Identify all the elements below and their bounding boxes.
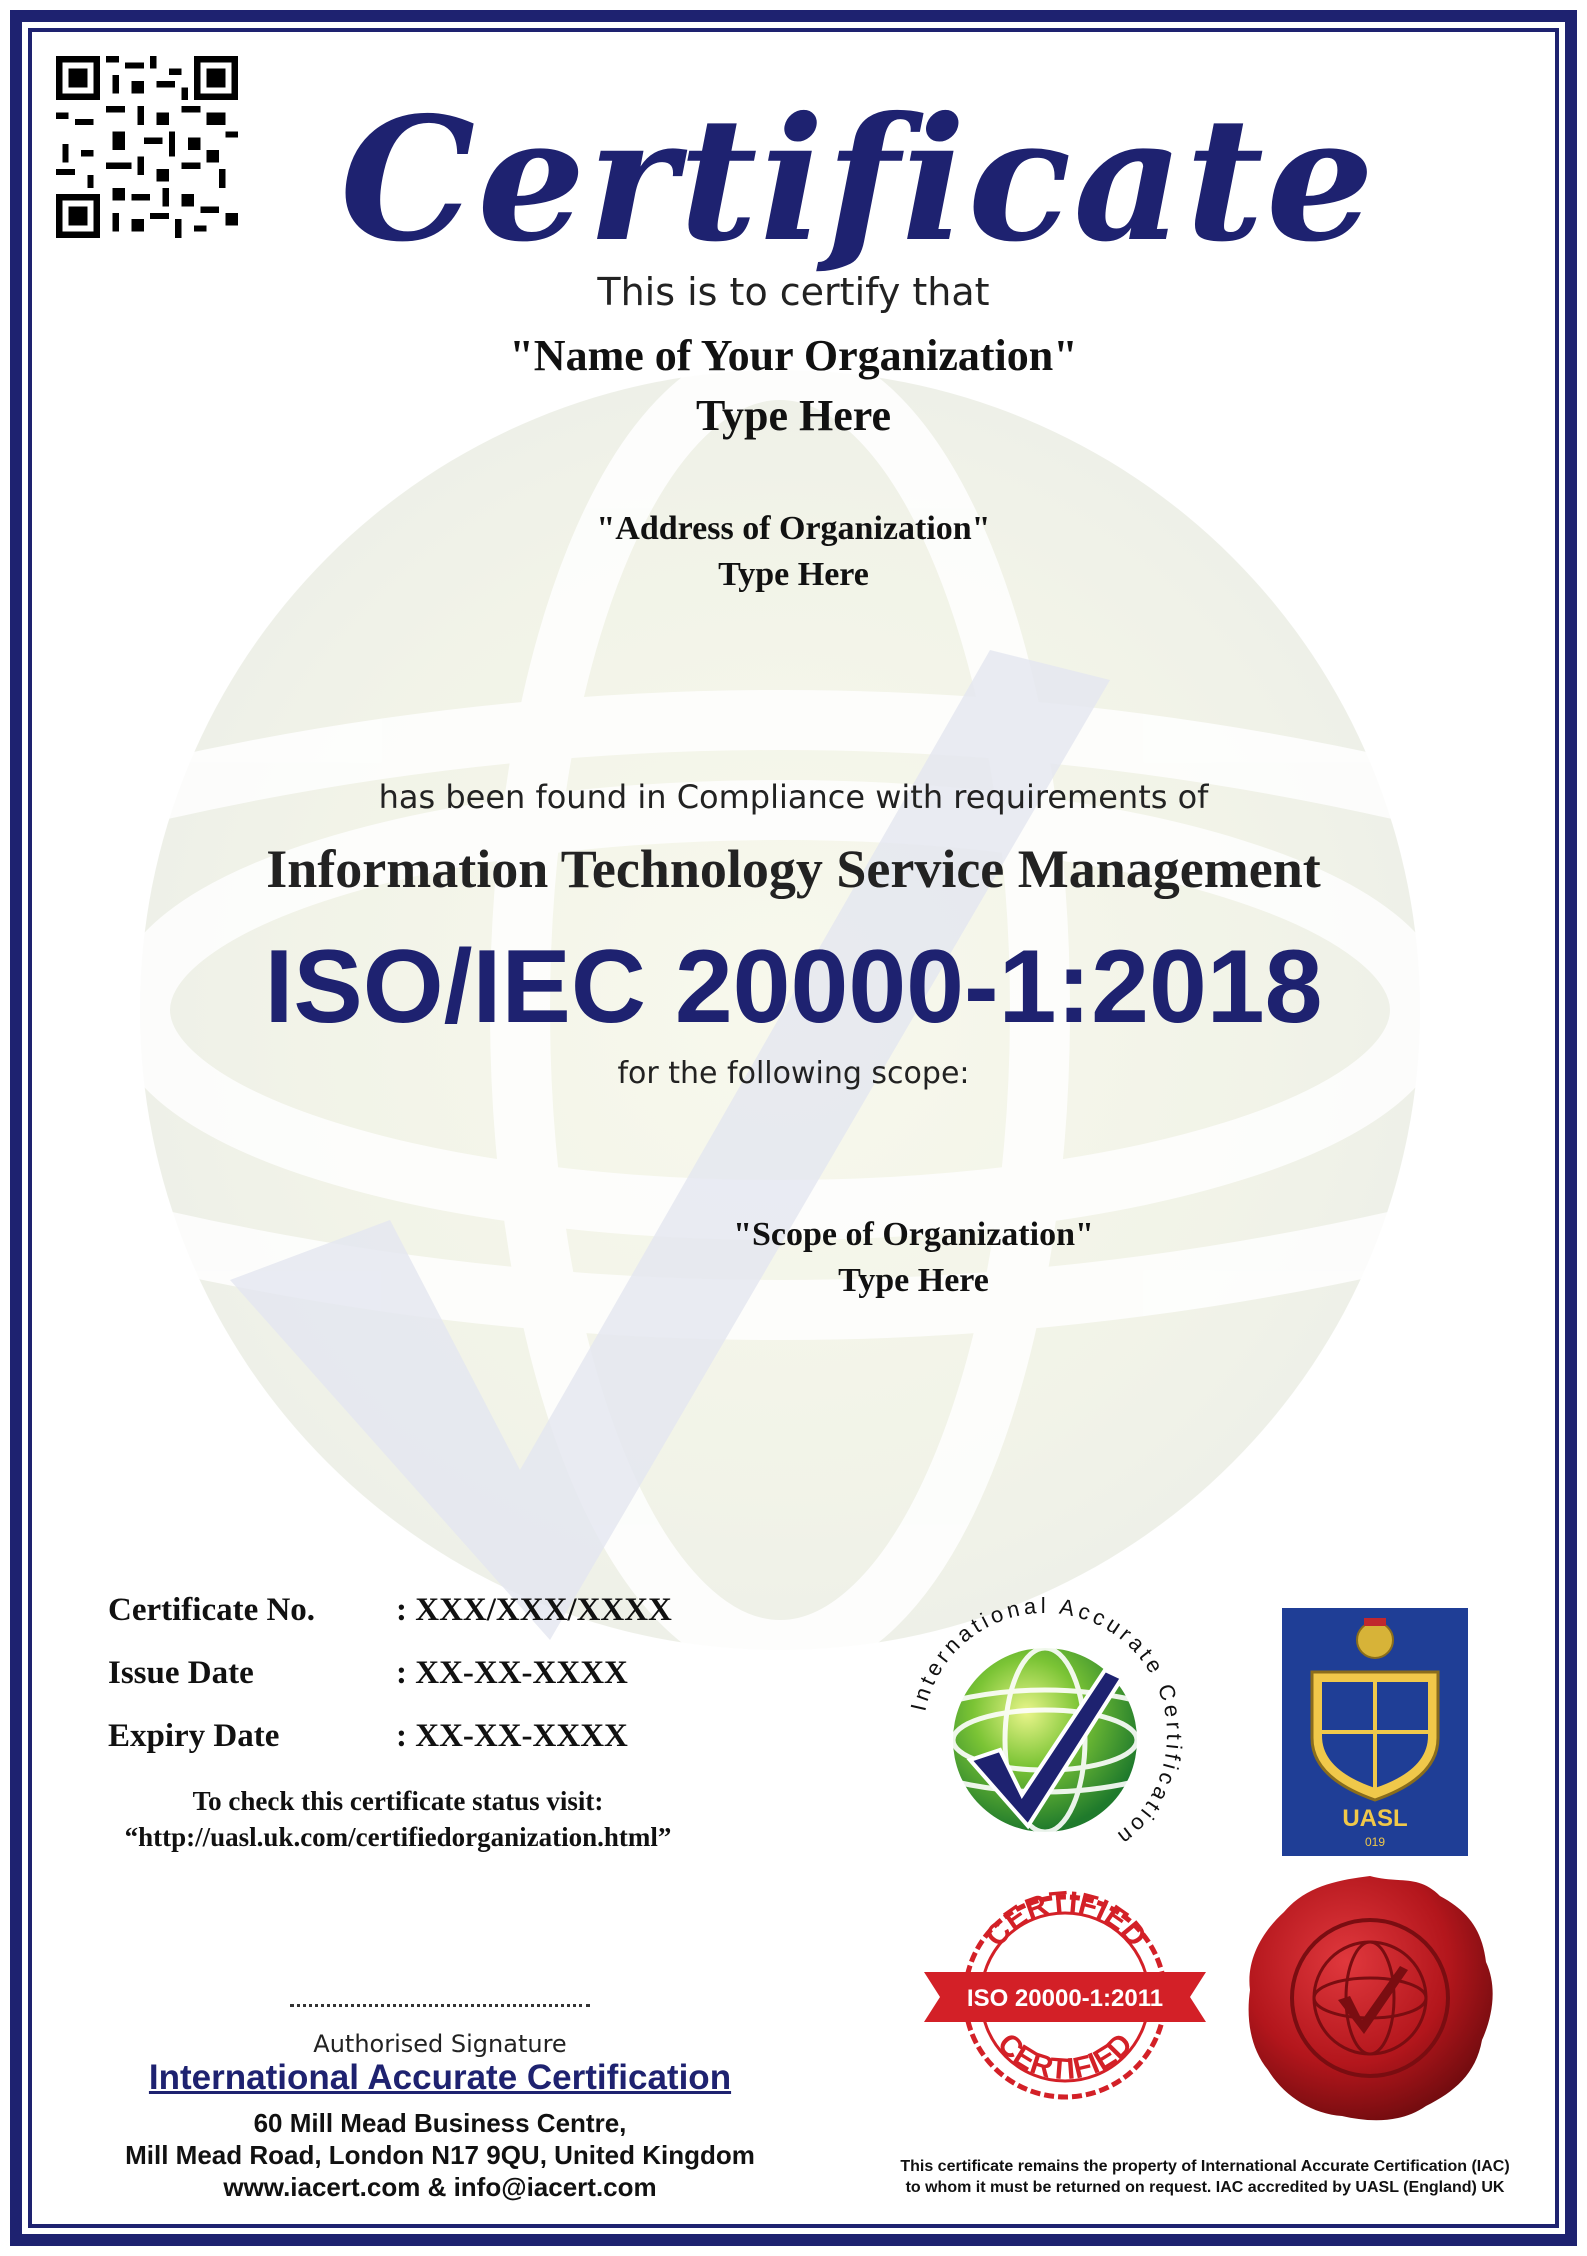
- compliance-line: has been found in Compliance with requirements of: [378, 778, 1209, 816]
- iac-logo: [900, 1590, 1190, 1880]
- organization-name-placeholder: Type Here: [695, 391, 892, 440]
- signature-line: [290, 2004, 590, 2007]
- scope-line: for the following scope:: [617, 1056, 970, 1091]
- uasl-number: 019: [1364, 1835, 1386, 1849]
- expiry-date-label: Expiry Date: [108, 1718, 280, 1754]
- certify-line: This is to certify that: [597, 270, 990, 314]
- expiry-date-row: [108, 1718, 628, 1755]
- company-address-line2: Mill Mead Road, London N17 9QU, United Kingdom: [125, 2140, 755, 2170]
- certificate-number-row: [108, 1592, 672, 1629]
- organization-name: "Name of Your Organization": [509, 331, 1078, 380]
- uasl-label: UASL: [1342, 1805, 1408, 1832]
- organization-address: "Address of Organization": [596, 510, 991, 547]
- stamp-bottom-text: CERTIFIED: [990, 2027, 1140, 2087]
- certificate-title: Certificate: [340, 80, 1377, 280]
- standard-code: ISO/IEC 20000-1:2018: [264, 929, 1323, 1045]
- qr-code: [56, 56, 238, 238]
- company-name: International Accurate Certification: [148, 2058, 732, 2097]
- status-check-url[interactable]: “http://uasl.uk.com/certifiedorganization.html”: [124, 1822, 672, 1852]
- disclaimer-line2: to whom it must be returned on request. IAC accredited by UASL (England) UK: [905, 2179, 1505, 2196]
- company-address-line1: 60 Mill Mead Business Centre,: [253, 2108, 627, 2138]
- uasl-badge: [1282, 1608, 1468, 1856]
- status-check-line: To check this certificate status visit:: [192, 1786, 604, 1816]
- disclaimer-line1: This certificate remains the property of International Accurate Certification (IAC): [900, 2158, 1510, 2175]
- issue-date-value: : XX-XX-XXXX: [396, 1655, 628, 1691]
- issue-date-row: [108, 1655, 628, 1692]
- signature-label: Authorised Signature: [313, 2030, 567, 2058]
- certificate-number-label: Certificate No.: [108, 1592, 316, 1628]
- company-contact[interactable]: www.iacert.com & info@iacert.com: [223, 2172, 657, 2202]
- disclaimer: [880, 2156, 1530, 2198]
- standard-name: Information Technology Service Management: [266, 839, 1321, 899]
- issue-date-label: Issue Date: [108, 1655, 254, 1691]
- stamp-top-text: CERTIFIED: [979, 1890, 1153, 1953]
- organization-address-placeholder: Type Here: [718, 556, 869, 593]
- stamp-middle-text: ISO 20000-1:2011: [966, 1985, 1164, 2012]
- organization-scope-placeholder: Type Here: [838, 1262, 989, 1299]
- expiry-date-value: : XX-XX-XXXX: [396, 1718, 628, 1754]
- certified-stamp: [918, 1890, 1212, 2104]
- certificate-number-value: : XXX/XXX/XXXX: [396, 1592, 672, 1628]
- wax-seal: [1240, 1870, 1500, 2130]
- iac-ring-text: International Accurate Certification: [905, 1592, 1188, 1853]
- organization-scope: "Scope of Organization": [733, 1216, 1094, 1253]
